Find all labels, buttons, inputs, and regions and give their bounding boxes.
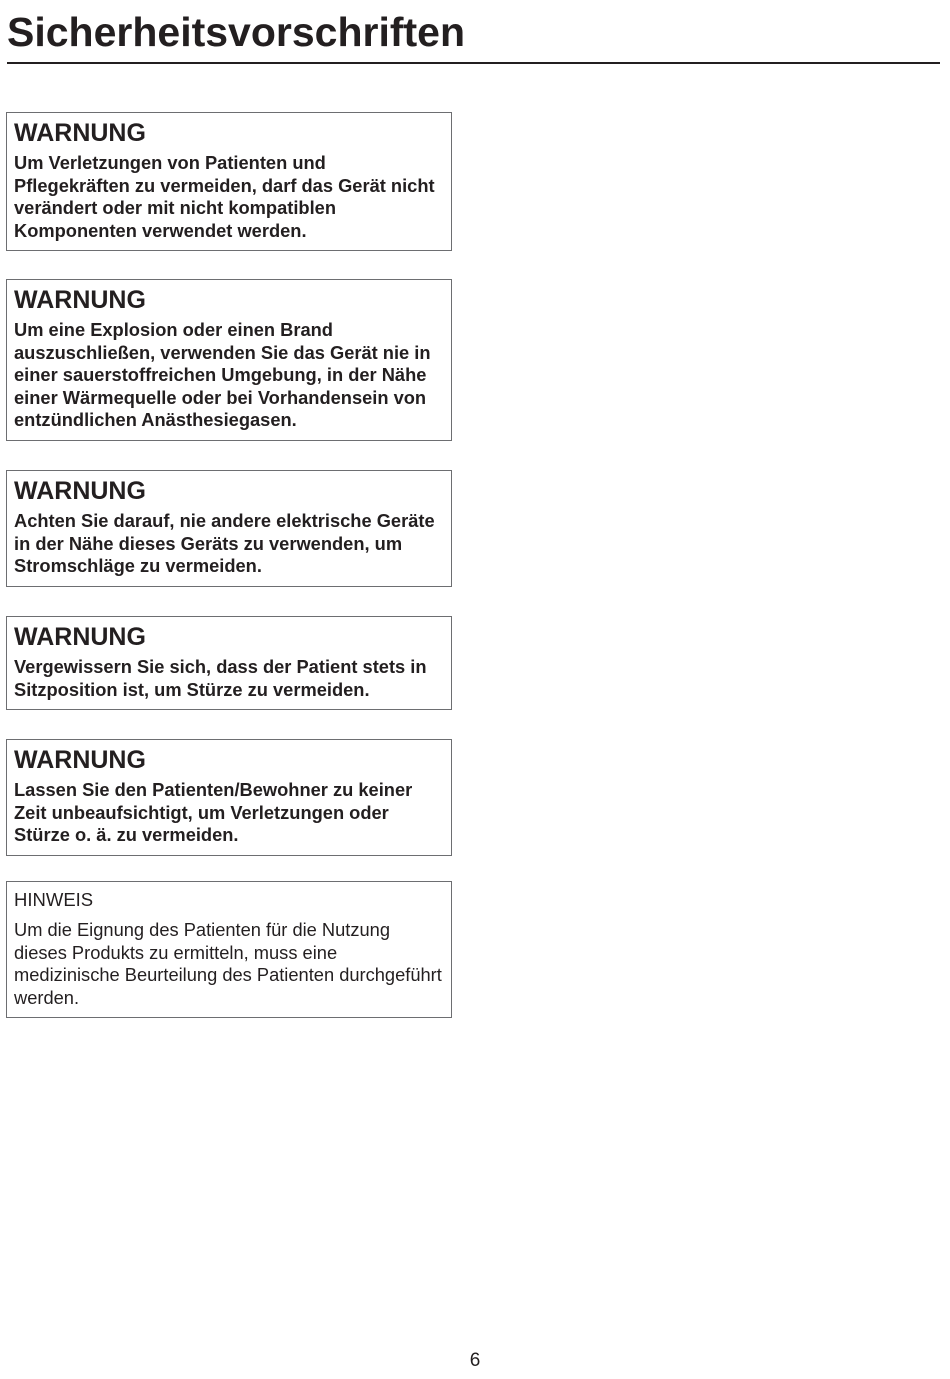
warning-box-device-modification: [6, 112, 452, 251]
page-title: Sicherheitsvorschriften: [7, 9, 465, 55]
page-number: 6: [469, 1350, 481, 1371]
warning-text: Vergewissern Sie sich, dass der Patient stets in Sitzposition ist, um Stürze zu vermeiden.: [14, 656, 427, 700]
note-heading: HINWEIS: [14, 889, 94, 910]
warning-box-unattended: [6, 739, 452, 856]
warning-text: Lassen Sie den Patienten/Bewohner zu keiner Zeit unbeaufsichtigt, um Verletzungen oder Stürze o. ä. zu vermeiden.: [14, 779, 413, 846]
warning-box-electric-shock: [6, 470, 452, 587]
note-text: Um die Eignung des Patienten für die Nutzung dieses Produkts zu ermitteln, muss eine medizinische Beurteilung des Patienten durchgeführt werden.: [14, 919, 442, 1008]
warning-text: Achten Sie darauf, nie andere elektrische Geräte in der Nähe dieses Geräts zu verwenden, um Stromschläge zu vermeiden.: [14, 510, 435, 577]
warning-heading: WARNUNG: [14, 119, 146, 147]
warning-text: Um Verletzungen von Patienten und Pflegekräften zu vermeiden, darf das Gerät nicht verändert oder mit nicht kompatiblen Komponenten verwendet werden.: [14, 152, 435, 241]
note-box-medical-assessment: [6, 881, 452, 1018]
warning-heading: WARNUNG: [14, 746, 146, 774]
warning-box-explosion-fire: [6, 279, 452, 441]
warning-heading: WARNUNG: [14, 477, 146, 505]
warning-heading: WARNUNG: [14, 286, 146, 314]
warning-box-sitting-position: [6, 616, 452, 710]
warning-heading: WARNUNG: [14, 623, 146, 651]
warning-text: Um eine Explosion oder einen Brand auszuschließen, verwenden Sie das Gerät nie in einer sauerstoffreichen Umgebung, in der Nähe einer Wärmequelle oder bei Vorhandensein von entzündlichen Anästhesiegasen.: [14, 319, 431, 431]
title-divider: [7, 62, 940, 64]
